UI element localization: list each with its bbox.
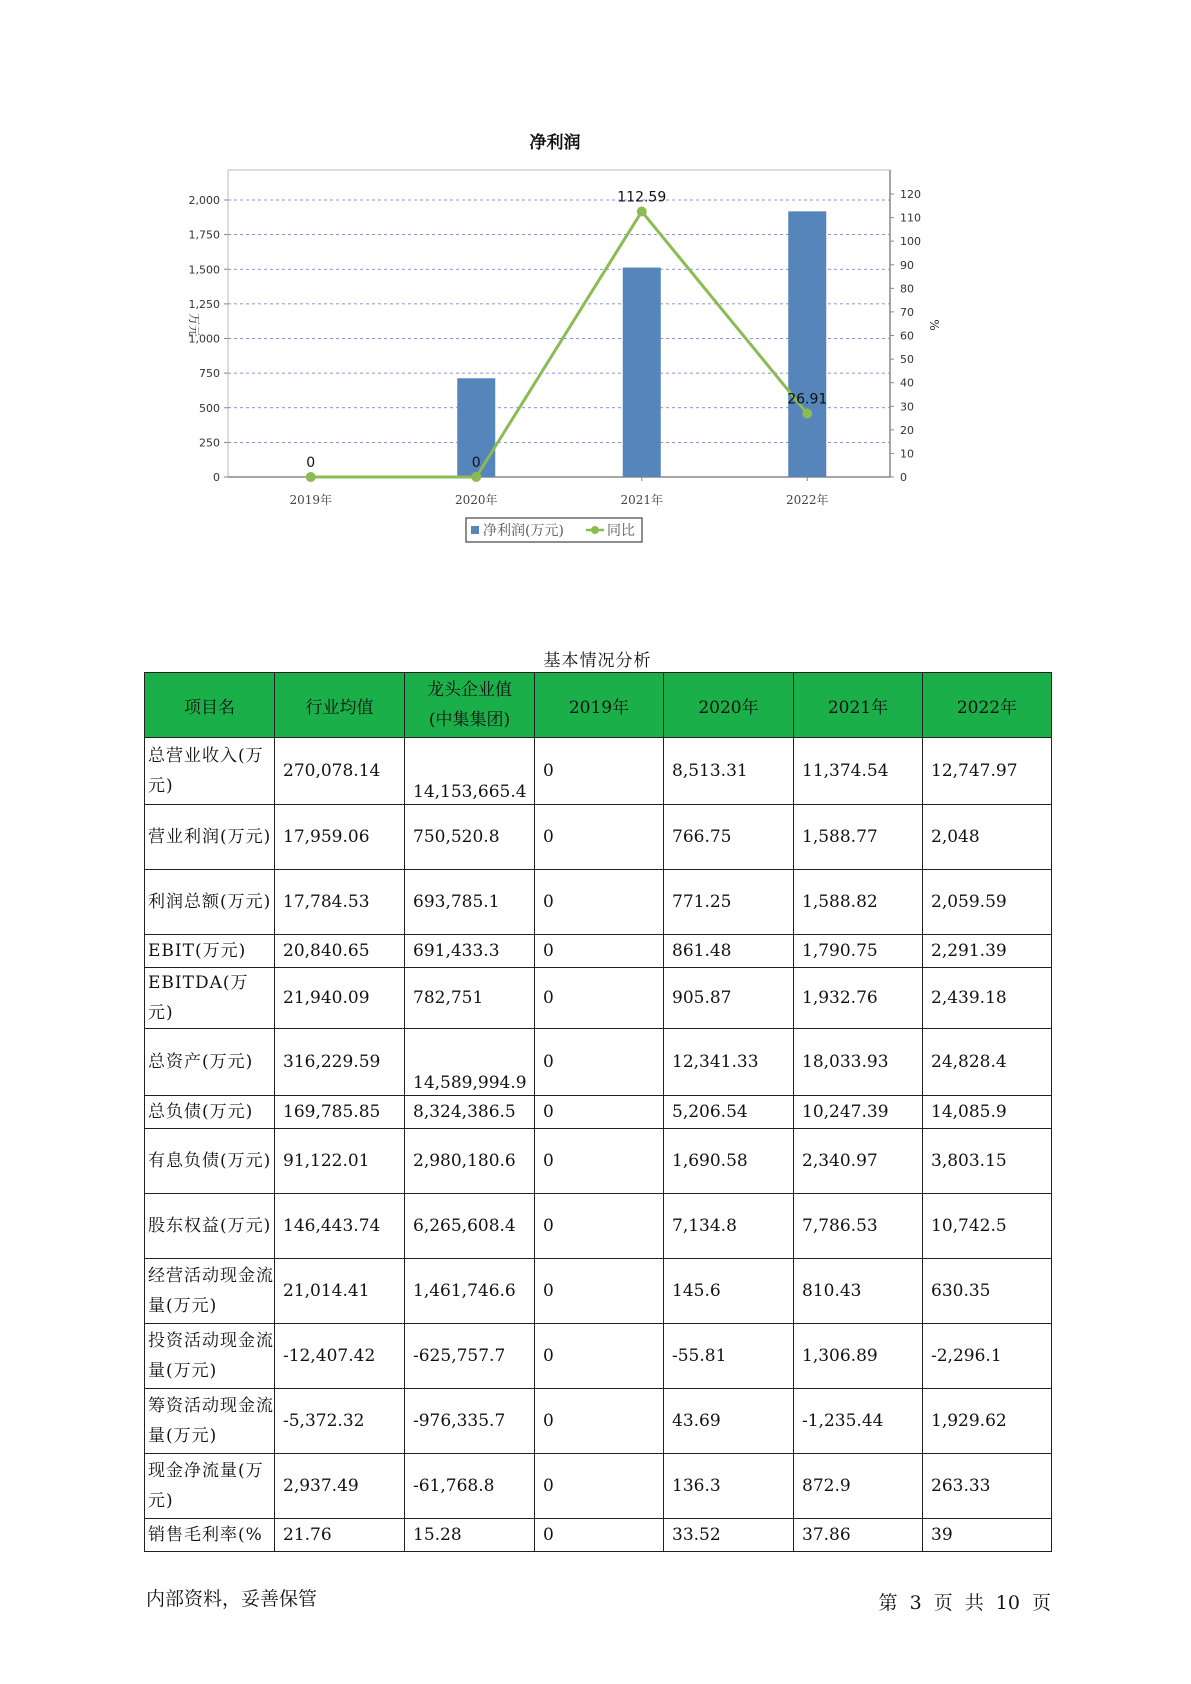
cell-2019: 0: [535, 935, 664, 968]
data-label-yoy: 0: [306, 455, 316, 471]
y-axis-label: 万元: [187, 312, 201, 338]
cell-2020: 136.3: [664, 1454, 794, 1519]
cell-2020: 766.75: [664, 805, 794, 870]
y-tick-label: 1,250: [188, 297, 220, 311]
cell-2019: 0: [535, 738, 664, 805]
cell-2021: 2,340.97: [794, 1129, 923, 1194]
cell-2020: 7,134.8: [664, 1194, 794, 1259]
cell-leader-value: 2,980,180.6: [405, 1129, 535, 1194]
cell-2020: 12,341.33: [664, 1029, 794, 1096]
cell-item-name: EBIT(万元): [145, 935, 275, 968]
y2-tick-label: 100: [900, 235, 921, 249]
cell-2019: 0: [535, 1259, 664, 1324]
cell-industry-avg: 270,078.14: [275, 738, 405, 805]
cell-2019: 0: [535, 805, 664, 870]
table-row: [145, 738, 1052, 805]
cell-industry-avg: -5,372.32: [275, 1389, 405, 1454]
y-tick-label: 1,500: [188, 263, 220, 277]
cell-2020: 905.87: [664, 968, 794, 1029]
cell-2022: 10,742.5: [923, 1194, 1052, 1259]
cell-leader-value: 691,433.3: [405, 935, 535, 968]
y-tick-label: 250: [199, 436, 220, 450]
cell-2019: 0: [535, 1454, 664, 1519]
bar-net-profit: [788, 211, 826, 477]
footer-page-number: 第 3 页 共 10 页: [878, 1592, 1051, 1614]
header-2019: 2019年: [535, 673, 664, 738]
cell-2019: 0: [535, 968, 664, 1029]
cell-2022: 1,929.62: [923, 1389, 1052, 1454]
cell-industry-avg: 2,937.49: [275, 1454, 405, 1519]
x-tick-label: 2020年: [454, 493, 498, 507]
cell-2021: 872.9: [794, 1454, 923, 1519]
cell-2020: 145.6: [664, 1259, 794, 1324]
y2-axis-label: %: [927, 319, 941, 331]
cell-leader-value: 750,520.8: [405, 805, 535, 870]
cell-industry-avg: 316,229.59: [275, 1029, 405, 1096]
table-title: 基本情况分析: [543, 651, 652, 671]
y2-tick-label: 60: [900, 329, 914, 343]
y2-tick-label: 50: [900, 353, 914, 367]
cell-2019: 0: [535, 1324, 664, 1389]
cell-item-name: 销售毛利率(%: [145, 1519, 275, 1552]
table-row: [145, 968, 1052, 1029]
table-row: [145, 935, 1052, 968]
header-2020: 2020年: [664, 673, 794, 738]
cell-industry-avg: 21,014.41: [275, 1259, 405, 1324]
cell-2022: 14,085.9: [923, 1096, 1052, 1129]
x-tick-label: 2019年: [289, 493, 333, 507]
cell-item-name: 股东权益(万元): [145, 1194, 275, 1259]
cell-2019: 0: [535, 1096, 664, 1129]
cell-2022: 630.35: [923, 1259, 1052, 1324]
cell-2022: 263.33: [923, 1454, 1052, 1519]
cell-2020: 8,513.31: [664, 738, 794, 805]
table-row: [145, 1324, 1052, 1389]
y2-tick-label: 30: [900, 400, 914, 414]
cell-industry-avg: 17,784.53: [275, 870, 405, 935]
cell-leader-value: 6,265,608.4: [405, 1194, 535, 1259]
data-label-yoy: 112.59: [617, 189, 667, 206]
cell-2019: 0: [535, 1029, 664, 1096]
y2-tick-label: 80: [900, 282, 914, 296]
cell-2021: 7,786.53: [794, 1194, 923, 1259]
header-industry-avg: 行业均值: [275, 673, 405, 738]
cell-2021: 37.86: [794, 1519, 923, 1552]
cell-item-name: 现金净流量(万元): [145, 1454, 275, 1519]
cell-2022: 2,059.59: [923, 870, 1052, 935]
cell-item-name: 总负债(万元): [145, 1096, 275, 1129]
cell-2019: 0: [535, 1129, 664, 1194]
cell-2020: 771.25: [664, 870, 794, 935]
cell-2022: -2,296.1: [923, 1324, 1052, 1389]
cell-item-name: 营业利润(万元): [145, 805, 275, 870]
table-row: [145, 1389, 1052, 1454]
point-yoy-growth: [802, 409, 812, 419]
chart-canvas: [150, 130, 1050, 600]
cell-2021: 18,033.93: [794, 1029, 923, 1096]
cell-2022: 2,291.39: [923, 935, 1052, 968]
y-tick-label: 500: [199, 401, 220, 415]
legend-label-net-profit: 净利润(万元): [483, 523, 564, 539]
cell-2021: 10,247.39: [794, 1096, 923, 1129]
legend-swatch-point: [591, 526, 599, 534]
point-yoy-growth: [306, 472, 316, 482]
cell-industry-avg: 21.76: [275, 1519, 405, 1552]
cell-leader-value: 782,751: [405, 968, 535, 1029]
cell-leader-value: 1,461,746.6: [405, 1259, 535, 1324]
table-row: [145, 805, 1052, 870]
y-tick-label: 0: [213, 471, 220, 484]
cell-leader-value: 693,785.1: [405, 870, 535, 935]
cell-2021: 1,588.82: [794, 870, 923, 935]
cell-2021: 1,790.75: [794, 935, 923, 968]
table-body: [145, 738, 1052, 1552]
cell-industry-avg: 91,122.01: [275, 1129, 405, 1194]
net-profit-chart: [150, 130, 1050, 600]
y2-tick-label: 90: [900, 258, 914, 272]
cell-2022: 3,803.15: [923, 1129, 1052, 1194]
header-item-name: 项目名: [145, 673, 275, 738]
cell-leader-value: -61,768.8: [405, 1454, 535, 1519]
table-row: [145, 1519, 1052, 1552]
cell-item-name: 总资产(万元): [145, 1029, 275, 1096]
cell-2020: -55.81: [664, 1324, 794, 1389]
cell-2021: 1,932.76: [794, 968, 923, 1029]
cell-2021: -1,235.44: [794, 1389, 923, 1454]
table-row: [145, 1194, 1052, 1259]
cell-2022: 2,048: [923, 805, 1052, 870]
cell-2020: 5,206.54: [664, 1096, 794, 1129]
cell-leader-value: -625,757.7: [405, 1324, 535, 1389]
cell-industry-avg: -12,407.42: [275, 1324, 405, 1389]
cell-leader-value: -976,335.7: [405, 1389, 535, 1454]
cell-item-name: 利润总额(万元): [145, 870, 275, 935]
y2-tick-label: 20: [900, 423, 914, 437]
cell-2020: 43.69: [664, 1389, 794, 1454]
point-yoy-growth: [637, 206, 647, 216]
y2-tick-label: 0: [900, 471, 907, 484]
cell-2019: 0: [535, 870, 664, 935]
cell-leader-value: 15.28: [405, 1519, 535, 1552]
y-tick-label: 2,000: [188, 194, 220, 207]
cell-item-name: EBITDA(万元): [145, 968, 275, 1029]
table-row: [145, 1129, 1052, 1194]
cell-2021: 1,306.89: [794, 1324, 923, 1389]
cell-2022: 2,439.18: [923, 968, 1052, 1029]
cell-2020: 861.48: [664, 935, 794, 968]
cell-2019: 0: [535, 1519, 664, 1552]
y2-tick-label: 120: [900, 188, 921, 201]
cell-leader-value: 14,589,994.9: [405, 1029, 535, 1096]
header-leader-value: 龙头企业值 (中集集团): [405, 673, 535, 738]
cell-leader-value: 14,153,665.4: [405, 738, 535, 805]
legend-swatch-net-profit: [471, 526, 479, 534]
cell-industry-avg: 146,443.74: [275, 1194, 405, 1259]
legend-label-yoy: 同比: [607, 523, 635, 539]
table-row: [145, 1029, 1052, 1096]
cell-2020: 33.52: [664, 1519, 794, 1552]
y2-tick-label: 40: [900, 376, 914, 390]
point-yoy-growth: [471, 472, 481, 482]
cell-item-name: 投资活动现金流量(万元): [145, 1324, 275, 1389]
cell-item-name: 筹资活动现金流量(万元): [145, 1389, 275, 1454]
cell-item-name: 总营业收入(万元): [145, 738, 275, 805]
cell-item-name: 经营活动现金流量(万元): [145, 1259, 275, 1324]
table-row: [145, 1259, 1052, 1324]
bar-net-profit: [623, 268, 661, 477]
y-tick-label: 1,000: [188, 332, 220, 346]
table-row: [145, 1096, 1052, 1129]
x-tick-label: 2021年: [620, 493, 664, 507]
header-2021: 2021年: [794, 673, 923, 738]
cell-2021: 1,588.77: [794, 805, 923, 870]
y2-tick-label: 110: [900, 211, 921, 225]
footer-confidential-note: 内部资料，妥善保管: [146, 1588, 318, 1610]
header-2022: 2022年: [923, 673, 1052, 738]
cell-2019: 0: [535, 1194, 664, 1259]
y-tick-label: 1,750: [188, 228, 220, 242]
table-row: [145, 1454, 1052, 1519]
y-tick-label: 750: [199, 367, 220, 381]
table-row: [145, 870, 1052, 935]
chart-title: 净利润: [529, 133, 581, 153]
y2-tick-label: 10: [900, 447, 914, 461]
cell-industry-avg: 17,959.06: [275, 805, 405, 870]
cell-leader-value: 8,324,386.5: [405, 1096, 535, 1129]
cell-2021: 11,374.54: [794, 738, 923, 805]
y2-tick-label: 70: [900, 305, 914, 319]
cell-2022: 12,747.97: [923, 738, 1052, 805]
data-label-yoy: 0: [471, 455, 481, 471]
basic-analysis-table: [144, 672, 1052, 1552]
table-header-row: [145, 673, 1052, 738]
cell-2022: 24,828.4: [923, 1029, 1052, 1096]
cell-2021: 810.43: [794, 1259, 923, 1324]
cell-2022: 39: [923, 1519, 1052, 1552]
cell-industry-avg: 21,940.09: [275, 968, 405, 1029]
cell-2019: 0: [535, 1389, 664, 1454]
cell-industry-avg: 20,840.65: [275, 935, 405, 968]
cell-industry-avg: 169,785.85: [275, 1096, 405, 1129]
cell-2020: 1,690.58: [664, 1129, 794, 1194]
x-tick-label: 2022年: [785, 493, 829, 507]
cell-item-name: 有息负债(万元): [145, 1129, 275, 1194]
data-label-yoy: 26.91: [787, 391, 828, 408]
